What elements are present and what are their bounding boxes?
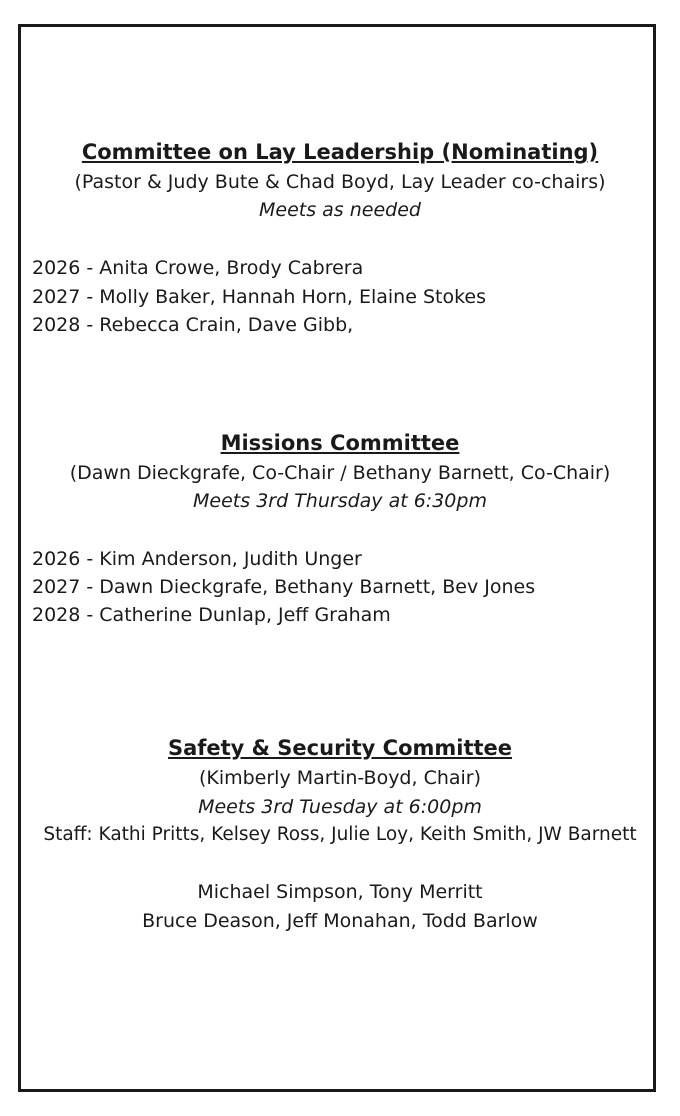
section-meets-lay-leadership: Meets as needed [259, 199, 421, 221]
section-staff-safety-security: Staff: Kathi Pritts, Kelsey Ross, Julie Loy, Keith Smith, JW Barnett [43, 824, 637, 845]
section-meets-missions: Meets 3rd Thursday at 6:30pm [193, 490, 487, 512]
member-line: 2026 - Anita Crowe, Brody Cabrera [32, 257, 364, 279]
member-line: 2028 - Catherine Dunlap, Jeff Graham [32, 604, 391, 626]
member-line: 2028 - Rebecca Crain, Dave Gibb, [32, 314, 354, 336]
member-line: 2027 - Dawn Dieckgrafe, Bethany Barnett, Bev Jones [32, 576, 536, 598]
section-title-lay-leadership: Committee on Lay Leadership (Nominating) [81, 140, 599, 164]
section-title-missions: Missions Committee [220, 431, 460, 455]
member-line: Bruce Deason, Jeff Monahan, Todd Barlow [142, 910, 538, 932]
member-line: 2027 - Molly Baker, Hannah Horn, Elaine Stokes [32, 286, 487, 308]
section-chairs-missions: (Dawn Dieckgrafe, Co-Chair / Bethany Barnett, Co-Chair) [69, 462, 611, 484]
section-meets-safety-security: Meets 3rd Tuesday at 6:00pm [198, 796, 482, 818]
member-line: 2026 - Kim Anderson, Judith Unger [32, 548, 362, 570]
section-chairs-safety-security: (Kimberly Martin-Boyd, Chair) [198, 767, 482, 789]
member-line: Michael Simpson, Tony Merritt [197, 881, 483, 903]
section-title-safety-security: Safety & Security Committee [167, 736, 513, 760]
section-chairs-lay-leadership: (Pastor & Judy Bute & Chad Boyd, Lay Leader co-chairs) [74, 171, 606, 193]
